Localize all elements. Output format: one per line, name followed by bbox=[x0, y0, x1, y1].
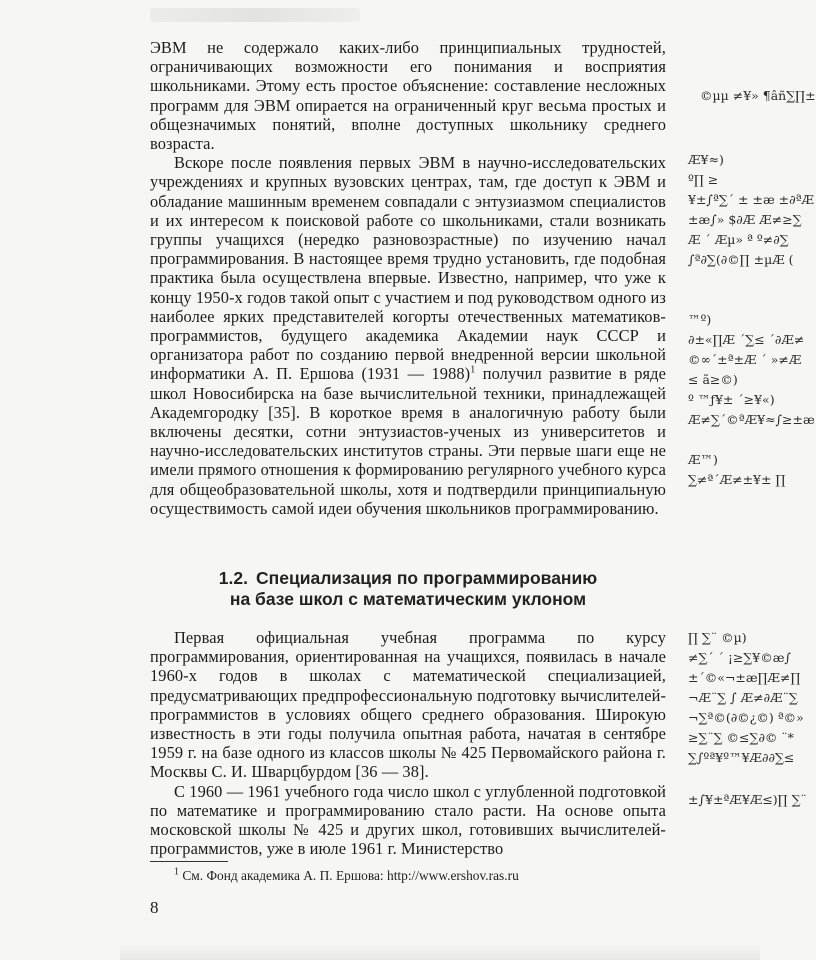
paragraph-ershov-part1: Вскоре после появления первых ЭВМ в научно-исследовательских учреждениях и крупных вузовских центрах, там, где доступ к ЭВМ и обладание машинным временем совпадали с энтузиазмом специалистов и их интересом к поисковой работе со школьниками, стали возникать группы учащихся (нередко разновозрастные) по изучению начал программирования. В настоящее время трудно установить, где подобная практика была осуществлена впервые. Известно, например, что уже к концу 1950-х годов такой опыт с участием и под руководством одного из наиболее ярких представителей когорты отечественных математиков-программистов, будущего академика Академии наук СССР и организатора работ по созданию первой внедренной версии школьной информатики А. П. Ершова (1931 — 1988) bbox=[150, 153, 666, 384]
bleed-line: Æ¥≈) bbox=[688, 152, 724, 167]
bleed-line: ©∞´±ª±Æ ´ »≠Æ bbox=[688, 352, 802, 367]
bleed-line: ¬Æ¨∑ ∫ Æ≠∂Æ¨∑ bbox=[688, 690, 798, 705]
section-title-line2: на базе школ с математическим уклоном bbox=[229, 589, 587, 609]
body-text-top bbox=[150, 38, 666, 518]
footnote-marker: 1 bbox=[174, 866, 179, 878]
bleed-line: ≠∑´ ´ ¡≥∑¥©æ∫ bbox=[688, 650, 791, 665]
scan-smudge bbox=[150, 8, 360, 22]
bleed-line: ∫ª∂∑(∂©∏ ±µÆ ( bbox=[688, 252, 794, 267]
bleed-line: º ™ƒ¥± ´≥¥«) bbox=[688, 392, 775, 407]
footnote-text: См. Фонд академика А. П. Ершова: http://www.ershov.ras.ru bbox=[179, 868, 519, 883]
bleed-line: ∑∫ºª¥º™¥Æ∂∂∑≤ bbox=[688, 750, 795, 765]
bleed-line: Æ™) bbox=[688, 452, 718, 467]
paragraph-ershov bbox=[150, 153, 666, 518]
bleed-line: Æ ´ Æµ» ª º≠∂∑ bbox=[688, 232, 789, 247]
bleed-line: ∏ ∑¨ ©µ) bbox=[688, 630, 747, 645]
body-text-section bbox=[150, 628, 666, 858]
section-heading-line1 bbox=[150, 568, 666, 589]
paragraph-continuation: ЭВМ не содержало каких-либо принципиальных трудностей, ограничивающих возможности его понимания и восприятия школьниками. Этому есть простое объяснение: составление несложных программ для ЭВМ опирается на ограниченный круг весьма простых и общезначимых понятий, вполне доступных школьнику среднего возраста. bbox=[150, 38, 666, 154]
bleed-line: ≥∑¨∑ ©≤∑∂© ¨* bbox=[688, 730, 794, 745]
section-title-line1: Специализация по программированию bbox=[256, 568, 598, 588]
footnote bbox=[174, 868, 519, 884]
bleed-line: ∑≠ª´Æ≠±¥± ∏ bbox=[688, 472, 786, 487]
page-number: 8 bbox=[150, 898, 159, 917]
bleed-through-text bbox=[670, 80, 816, 840]
bleed-line: ≤ ã≥©) bbox=[688, 372, 738, 387]
bleed-line: ±´©«¬±æ∏Æ≠∏ bbox=[688, 670, 801, 685]
bleed-line: ©µµ ≠¥» ¶âñ∑∏± bbox=[700, 88, 816, 103]
bleed-line: Æ≠∑´©ªÆ¥≈∫≥±æ bbox=[688, 412, 815, 427]
paragraph-ershov-part2: получил развитие в ряде школ Новосибирска на базе вычислительной техники, принадлежащей Академгородку [35]. В короткое время в аналогичную работу были включены десятки, сотни энтузиастов-ученых из университетов и научно-исследовательских институтов страны. Эти первые шаги еще не имели прямого отношения к формированию регулярного учебного курса для общеобразовательной школы, хотя и подтвердили принципиальную осуществимость самой идеи обучения школьников программированию. bbox=[150, 364, 666, 518]
bleed-line: º∏ ≥ bbox=[688, 172, 719, 187]
bleed-line: ±∫¥±ªÆ¥Æ≤)∏ ∑¨ bbox=[688, 792, 807, 807]
paragraph-first-program: Первая официальная учебная программа по курсу программирования, ориентированная на учащихся, появилась в начале 1960-х годов в школах с математической специализацией, предусматривающих предпрофессиональную подготовку вычислителей-программистов в условиях общего среднего образования. Широкую известность в эти годы получила опытная работа, начатая в сентябре 1959 г. на базе одного из классов школы № 425 Первомайского района г. Москвы С. И. Шварцбурдом [36 — 38]. bbox=[150, 628, 666, 782]
footnote-divider bbox=[150, 861, 228, 862]
bleed-line: ¬∑ª©(∂©¿©) ª©» bbox=[688, 710, 804, 725]
bleed-line: ±æ∫» $∂Æ Æ≠≥∑ bbox=[688, 212, 802, 227]
section-heading bbox=[150, 568, 666, 610]
footnote-ref[interactable]: 1 bbox=[470, 364, 476, 376]
bleed-line: ™º) bbox=[688, 312, 712, 327]
bleed-line: ¥±∫ª∑´ ± ±æ ±∂ªÆ bbox=[688, 192, 815, 207]
paragraph-1960-1961: С 1960 — 1961 учебного года число школ с углубленной подготовкой по математике и программированию стало расти. На основе опыта московской школы № 425 и других школ, готовивших вычислителей-программистов, уже в июле 1961 г. Министерство bbox=[150, 781, 666, 859]
scan-shadow bbox=[120, 944, 760, 960]
section-number: 1.2. bbox=[218, 568, 248, 588]
bleed-line: ∂±«∏Æ ´∑≤ ´∂Æ≠ bbox=[688, 332, 805, 347]
